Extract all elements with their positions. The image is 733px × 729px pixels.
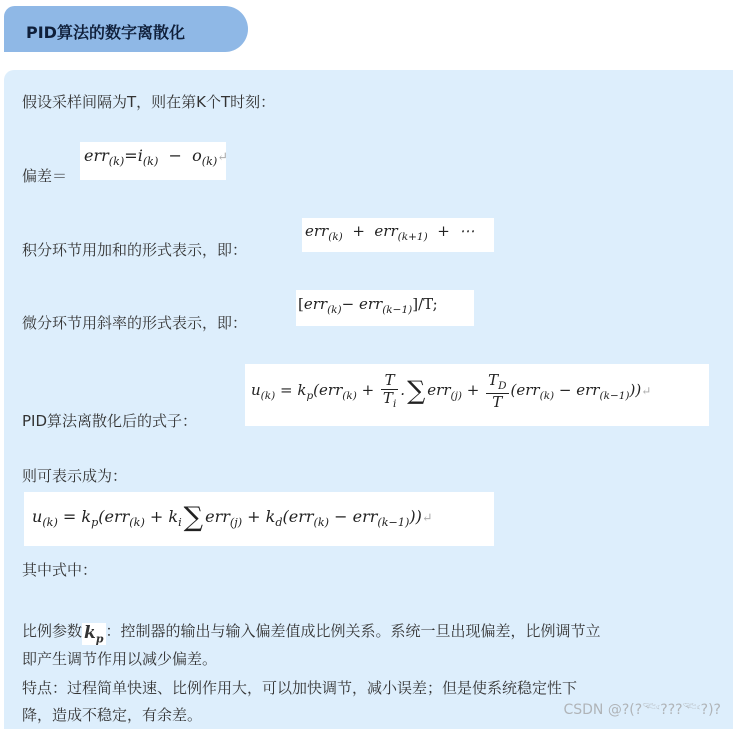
section-title-tab bbox=[4, 6, 248, 52]
intro-text: 假设采样间隔为T，则在第K个T时刻： bbox=[22, 93, 276, 111]
error-label: 偏差＝ bbox=[22, 167, 68, 185]
kp-paragraph bbox=[22, 620, 601, 645]
where-text: 其中式中： bbox=[22, 561, 98, 579]
kp-description: ：控制器的输出与输入偏差值成比例关系。系统一旦出现偏差，比例调节立 bbox=[105, 622, 601, 640]
error-formula: $err_{(k)}=i_{(k)}$ − $o_{(k)}↵$ bbox=[80, 142, 226, 180]
simplified-formula: $u_{(k)} = k_p(err_{(k)} + k_i\sum$ $err_{(j)} + k_d(err_{(k)}$ − err$_{(k-1)}$))↵ bbox=[24, 492, 494, 546]
discrete-formula: $u_{(k)} = k_p(err_{(k)}$ + $\frac{T}{T_i}$ .∑ err$_{(j)}$ + $\frac{T_D}{T}$ (err$_{(k)}$ − err$_{(k-1)}$))↵ bbox=[245, 364, 709, 426]
kp-symbol: $k_p$ bbox=[84, 623, 104, 646]
integral-label: 积分环节用加和的形式表示，即： bbox=[22, 241, 248, 259]
csdn-watermark: CSDN @?(?𓆝???𓆝?)? bbox=[563, 702, 721, 718]
section-title: PID算法的数字离散化 bbox=[26, 23, 185, 42]
feature-text-1: 特点：过程简单快速、比例作用大，可以加快调节，减小误差；但是使系统稳定性下 bbox=[22, 679, 578, 697]
integral-formula: err$_{(k)}$ + err$_{(k+1)}$ + ⋯ bbox=[302, 218, 494, 252]
feature-text-2: 降，造成不稳定，有余差。 bbox=[22, 706, 203, 724]
kp-label: 比例参数 bbox=[22, 622, 83, 640]
derivative-label: 微分环节用斜率的形式表示，即： bbox=[22, 314, 248, 332]
can-express-text: 则可表示成为： bbox=[22, 467, 128, 485]
derivative-formula: [err$_{(k)}$− err$_{(k-1)}$]/T; bbox=[296, 290, 474, 326]
discrete-label: PID算法离散化后的式子： bbox=[22, 412, 198, 430]
kp-description-cont: 即产生调节作用以减少偏差。 bbox=[22, 650, 218, 668]
